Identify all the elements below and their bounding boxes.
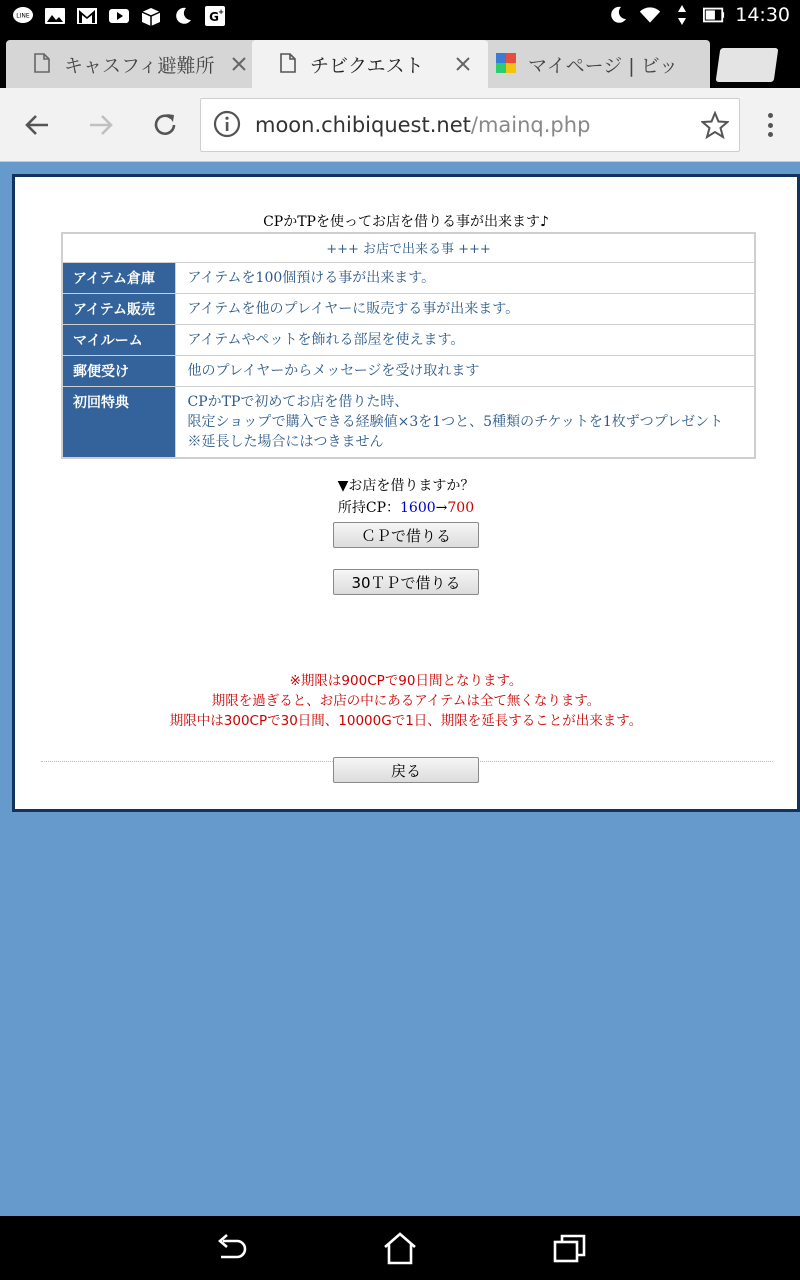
favicon-icon	[496, 53, 516, 75]
overflow-menu-icon[interactable]	[758, 110, 782, 140]
rent-question: ▼お店を借りますか？	[337, 478, 475, 494]
info-icon[interactable]	[213, 110, 243, 140]
feature-desc: アイテムを他のプレイヤーに販売する事が出来ます。	[175, 293, 755, 324]
forward-button[interactable]	[84, 108, 118, 142]
feature-desc: アイテムを100個預ける事が出来ます。	[175, 262, 755, 293]
url-path: /mainq.php	[470, 113, 591, 137]
svg-text:LINE: LINE	[16, 12, 30, 20]
tab-title: マイページ | ビッ	[528, 54, 678, 77]
moon-icon	[607, 4, 629, 26]
system-icons	[607, 4, 790, 26]
cp-after: 700	[447, 500, 475, 516]
feature-label: 初回特典	[62, 386, 175, 458]
table-row	[62, 262, 755, 293]
url-text	[255, 113, 590, 137]
cp-balance	[15, 497, 797, 517]
back-nav-icon[interactable]	[212, 1230, 248, 1266]
browser-toolbar	[0, 88, 800, 162]
table-row	[62, 324, 755, 355]
bonus-line: ※延長した場合にはつきません	[187, 433, 384, 450]
cp-arrow: →	[435, 500, 448, 516]
new-tab-button[interactable]	[716, 48, 779, 82]
back-page-button[interactable]: 戻る	[333, 757, 479, 783]
page-icon	[280, 53, 298, 75]
rent-with-tp-button[interactable]: 30ＴＰで借りる	[333, 569, 479, 595]
features-table	[61, 232, 756, 459]
table-row	[62, 386, 755, 458]
feature-label: アイテム倉庫	[62, 262, 175, 293]
tab-mypage[interactable]	[482, 40, 710, 88]
moon-icon	[172, 5, 194, 27]
gmail-icon	[76, 5, 98, 27]
note-line: ※期限は900CPで90日間となります。	[289, 673, 523, 689]
rent-with-cp-button[interactable]: ＣＰで借りる	[333, 522, 479, 548]
table-caption: +++ お店で出来る事 +++	[62, 233, 755, 262]
line-icon	[12, 5, 34, 27]
back-button[interactable]	[20, 108, 54, 142]
svg-text:+: +	[218, 8, 224, 16]
close-tab-icon[interactable]	[452, 53, 474, 75]
home-nav-icon[interactable]	[382, 1230, 418, 1266]
status-bar	[0, 0, 800, 34]
content-panel	[12, 174, 800, 812]
box-icon	[140, 5, 162, 27]
reload-button[interactable]	[148, 108, 182, 142]
table-row	[62, 293, 755, 324]
cp-current: 1600	[400, 500, 436, 516]
note-line: 期限を過ぎると、お店の中にあるアイテムは全て無くなります。	[211, 693, 601, 709]
bonus-line: 限定ショップで購入できる経験値×3を1つと、5種類のチケットを1枚ずつプレゼント	[187, 413, 724, 430]
web-page	[0, 162, 800, 1216]
tab-strip	[0, 34, 800, 88]
bookmark-star-icon[interactable]	[701, 111, 729, 139]
intro-text: CPかTPを使ってお店を借りる事が出来ます♪	[263, 214, 549, 230]
feature-desc: アイテムやペットを飾れる部屋を使えます。	[175, 324, 755, 355]
address-bar[interactable]	[200, 98, 740, 152]
tab-title: チビクエスト	[310, 54, 424, 77]
cp-label: 所持CP：	[337, 500, 401, 516]
gallery-icon	[44, 5, 66, 27]
wifi-icon	[639, 4, 661, 26]
note-line: 期限中は300CPで30日間、10000Gで1日、期限を延長することが出来ます。	[169, 713, 643, 729]
page-icon	[34, 53, 52, 75]
gplus-icon	[204, 5, 226, 27]
feature-label: 郵便受け	[62, 355, 175, 386]
table-row	[62, 355, 755, 386]
notification-icons	[12, 5, 226, 27]
feature-label: マイルーム	[62, 324, 175, 355]
close-tab-icon[interactable]	[228, 53, 250, 75]
feature-desc	[175, 386, 755, 458]
tab-casfy[interactable]	[6, 40, 264, 88]
youtube-icon	[108, 5, 130, 27]
notes	[15, 671, 797, 731]
clock: 14:30	[735, 4, 790, 26]
feature-desc: 他のプレイヤーからメッセージを受け取れます	[175, 355, 755, 386]
battery-icon	[703, 4, 725, 26]
android-nav-bar	[0, 1216, 800, 1280]
url-domain: moon.chibiquest.net	[255, 113, 471, 137]
tab-chibiquest[interactable]	[252, 40, 488, 88]
feature-label: アイテム販売	[62, 293, 175, 324]
recents-nav-icon[interactable]	[552, 1230, 588, 1266]
signal-icon	[671, 4, 693, 26]
bonus-line: CPかTPで初めてお店を借りた時、	[187, 393, 409, 410]
svg-text:G: G	[209, 10, 219, 24]
tab-title: キャスフィ避難所	[64, 54, 215, 77]
